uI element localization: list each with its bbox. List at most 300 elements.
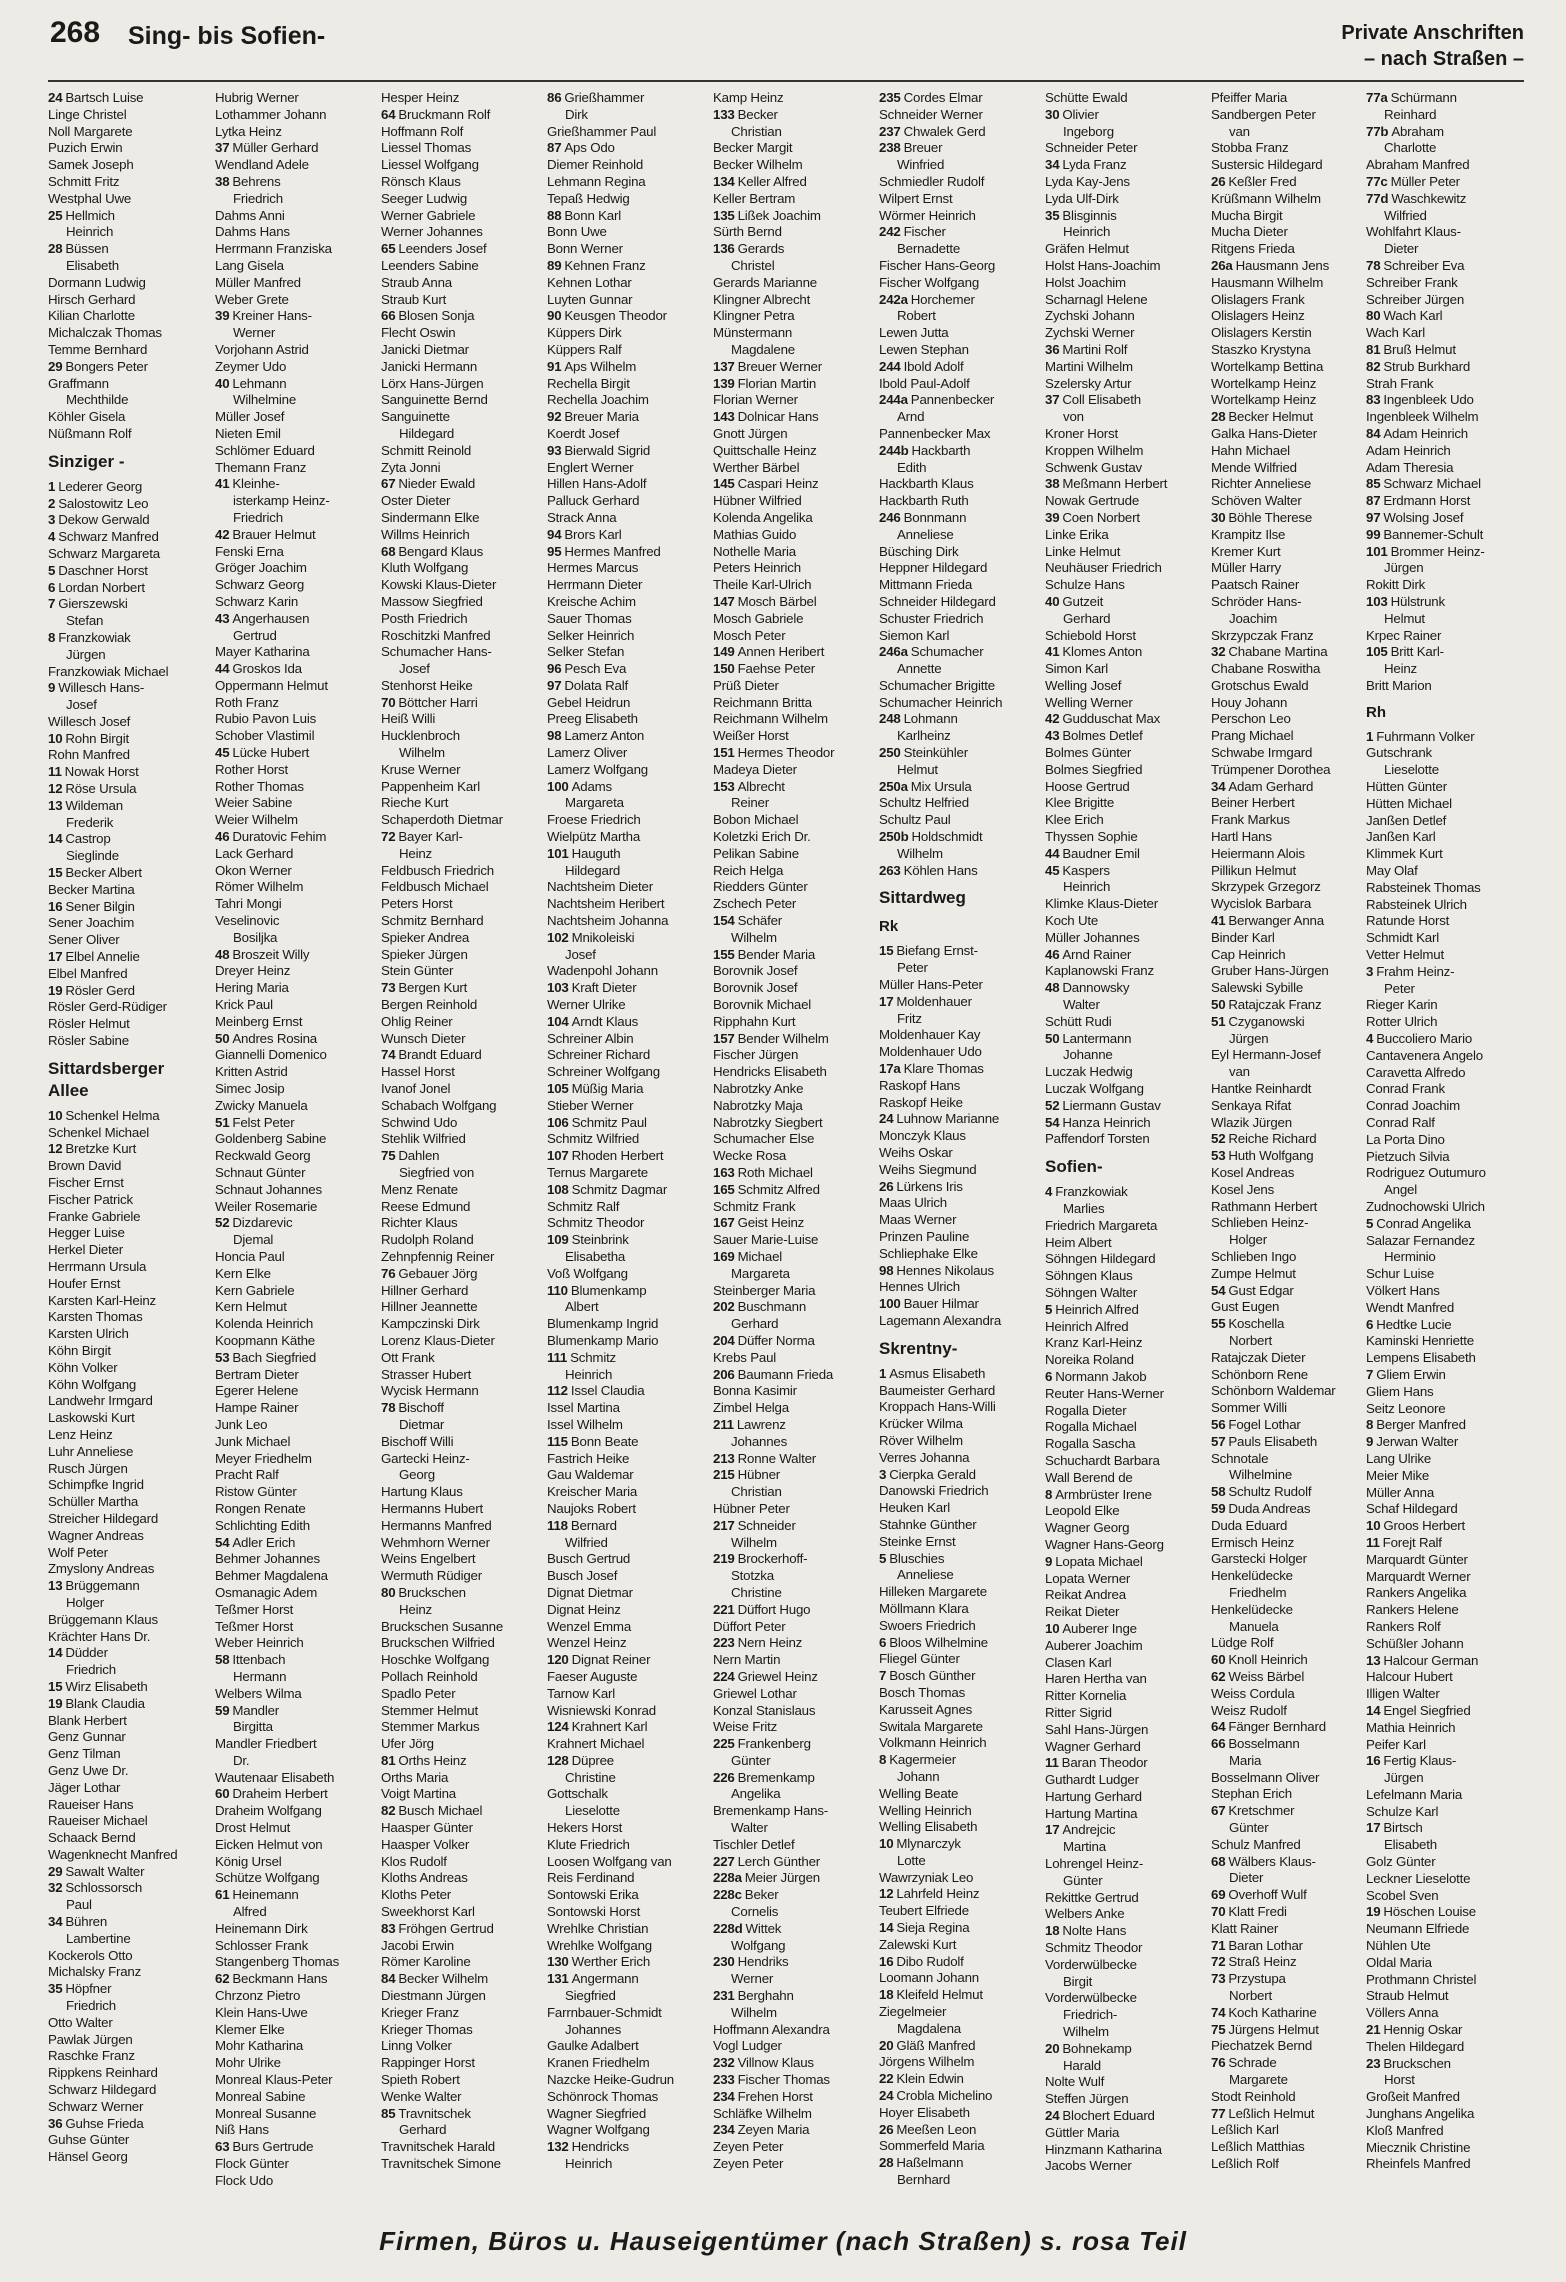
resident-name: Jäger Lothar bbox=[48, 1779, 121, 1795]
house-number: 81 bbox=[381, 1752, 396, 1768]
resident-entry bbox=[1045, 1906, 1203, 1923]
resident-name: Wolsing Josef bbox=[1383, 509, 1464, 525]
resident-entry bbox=[879, 1735, 1037, 1752]
resident-entry bbox=[48, 1360, 206, 1377]
resident-entry bbox=[1366, 1434, 1524, 1451]
resident-entry bbox=[1211, 930, 1369, 947]
resident-entry bbox=[879, 90, 1037, 107]
resident-entry bbox=[547, 863, 705, 880]
resident-entry bbox=[1211, 1635, 1369, 1652]
resident-name: Schumacher Heinrich bbox=[879, 694, 1003, 710]
resident-name: Meeßen Leon bbox=[896, 2121, 977, 2137]
resident-name: Wagner Georg bbox=[1045, 1520, 1130, 1536]
resident-entry bbox=[1045, 2091, 1203, 2108]
resident-name: Cap Heinrich bbox=[1211, 946, 1286, 962]
resident-name: Riedders Günter bbox=[713, 879, 808, 895]
resident-entry bbox=[1045, 443, 1203, 460]
resident-entry bbox=[713, 1786, 871, 1803]
resident-name: Willms Heinrich bbox=[381, 526, 470, 542]
house-number: 250 bbox=[879, 745, 901, 761]
resident-name: Sahl Hans-Jürgen bbox=[1045, 1721, 1149, 1737]
resident-name: Palluck Gerhard bbox=[547, 493, 640, 509]
house-number: 131 bbox=[547, 1971, 569, 1987]
resident-entry bbox=[48, 1578, 206, 1595]
resident-entry bbox=[1366, 1132, 1524, 1149]
resident-name: Leopold Elke bbox=[1045, 1503, 1120, 1519]
resident-name: Hantke Reinhardt bbox=[1211, 1081, 1312, 1097]
resident-entry bbox=[547, 325, 705, 342]
resident-name: Zwicky Manuela bbox=[215, 1097, 308, 1113]
resident-entry bbox=[1211, 1215, 1369, 1232]
resident-name: Bosiljka bbox=[233, 929, 278, 945]
resident-name: Raueiser Michael bbox=[48, 1813, 148, 1829]
resident-entry bbox=[1045, 1419, 1203, 1436]
resident-name: Werner Ulrike bbox=[547, 997, 626, 1013]
resident-name: Werner bbox=[233, 325, 276, 341]
resident-name: Mosch Peter bbox=[713, 627, 786, 643]
resident-entry bbox=[1045, 2158, 1203, 2175]
resident-entry bbox=[713, 1669, 871, 1686]
resident-name: Guhse Frieda bbox=[65, 2115, 144, 2131]
resident-entry bbox=[1211, 1266, 1369, 1283]
resident-name: Heinrich Alfred bbox=[1045, 1318, 1129, 1334]
resident-entry bbox=[879, 1450, 1037, 1467]
resident-entry bbox=[1366, 258, 1524, 275]
house-number: 77 bbox=[1211, 2105, 1226, 2121]
resident-entry bbox=[48, 1293, 206, 1310]
resident-entry bbox=[381, 1098, 539, 1115]
resident-name: Tepaß Hedwig bbox=[547, 190, 630, 206]
resident-entry bbox=[713, 1971, 871, 1988]
resident-name: Wecke Rosa bbox=[713, 1148, 787, 1164]
resident-name: Pauls Elisabeth bbox=[1228, 1433, 1318, 1449]
house-number: 44 bbox=[215, 661, 230, 677]
resident-name: Noll Margarete bbox=[48, 123, 133, 139]
house-number: 54 bbox=[1045, 1114, 1060, 1130]
street-heading: Sinziger - bbox=[48, 451, 125, 471]
resident-name: Nachtsheim Dieter bbox=[547, 879, 653, 895]
resident-name: Wilpert Ernst bbox=[879, 190, 953, 206]
resident-name: Reis Ferdinand bbox=[547, 1870, 635, 1886]
resident-entry bbox=[879, 544, 1037, 561]
resident-name: Wilhelm bbox=[399, 745, 445, 761]
house-number: 34 bbox=[1045, 157, 1060, 173]
resident-entry bbox=[879, 1886, 1037, 1903]
resident-entry bbox=[48, 1410, 206, 1427]
resident-name: Olivier bbox=[1062, 106, 1099, 122]
resident-name: Drost Helmut bbox=[215, 1820, 291, 1836]
resident-name: Oppermann Helmut bbox=[215, 677, 328, 693]
resident-entry bbox=[215, 527, 373, 544]
resident-name: Hendricks Elisabeth bbox=[713, 1064, 827, 1080]
resident-name: Schläfke Wilhelm bbox=[713, 2105, 812, 2121]
resident-name: Marlies bbox=[1063, 1201, 1105, 1216]
resident-entry bbox=[1045, 174, 1203, 191]
resident-name: Heinrich bbox=[565, 2156, 613, 2172]
resident-entry bbox=[879, 174, 1037, 191]
resident-name: Sweekhorst Karl bbox=[381, 1904, 475, 1920]
house-number: 246 bbox=[879, 509, 901, 525]
resident-name: Senkaya Rifat bbox=[1211, 1097, 1292, 1113]
resident-entry bbox=[1045, 2142, 1203, 2159]
house-number: 84 bbox=[1366, 425, 1381, 441]
resident-name: Lefelmann Maria bbox=[1366, 1786, 1463, 1802]
resident-entry bbox=[547, 1081, 705, 1098]
resident-name: Büssen bbox=[65, 241, 109, 257]
resident-name: Monreal Sabine bbox=[215, 2088, 306, 2104]
resident-name: Elbel Manfred bbox=[48, 965, 128, 981]
resident-name: Mix Ursula bbox=[910, 778, 972, 794]
resident-entry bbox=[215, 1467, 373, 1484]
resident-entry bbox=[215, 90, 373, 107]
resident-name: Stodt Reinhold bbox=[1211, 2088, 1296, 2104]
resident-name: Schmitz Wilfried bbox=[547, 1131, 640, 1147]
house-number: 4 bbox=[1366, 1031, 1374, 1047]
resident-entry bbox=[1045, 1487, 1203, 1504]
resident-name: Issel Martina bbox=[547, 1400, 620, 1416]
resident-name: Ratajczak Dieter bbox=[1211, 1349, 1306, 1365]
resident-name: Nabrotzky Maja bbox=[713, 1097, 803, 1113]
house-number: 248 bbox=[879, 711, 901, 727]
resident-name: Chabane Roswitha bbox=[1211, 661, 1321, 677]
resident-entry bbox=[215, 308, 373, 325]
house-number: 66 bbox=[1211, 1736, 1226, 1752]
resident-entry bbox=[1366, 1904, 1524, 1921]
resident-name: Wrehlke Christian bbox=[547, 1920, 649, 1936]
resident-entry bbox=[879, 1416, 1037, 1433]
resident-entry bbox=[381, 1652, 539, 1669]
resident-entry bbox=[48, 1948, 206, 1965]
resident-entry bbox=[879, 695, 1037, 712]
resident-name: Angermann bbox=[571, 1971, 639, 1987]
resident-name: Wohlfahrt Klaus- bbox=[1366, 224, 1461, 240]
resident-name: Gerhard bbox=[1063, 610, 1111, 626]
resident-entry bbox=[1366, 476, 1524, 493]
resident-name: Hillner Gerhard bbox=[381, 1282, 469, 1298]
resident-entry bbox=[1045, 1503, 1203, 1520]
house-number: 97 bbox=[1366, 509, 1381, 525]
resident-name: Wolf Peter bbox=[48, 1544, 108, 1560]
house-number: 28 bbox=[879, 2155, 894, 2171]
house-number: 11 bbox=[1366, 1534, 1380, 1550]
resident-name: Weber Grete bbox=[215, 291, 289, 307]
resident-name: Duda Andreas bbox=[1228, 1500, 1311, 1516]
resident-entry bbox=[713, 1736, 871, 1753]
resident-name: Mosch Bärbel bbox=[737, 593, 817, 609]
resident-name: Teubert Elfriede bbox=[879, 1903, 969, 1919]
resident-name: Hartung Martina bbox=[1045, 1805, 1138, 1821]
resident-entry bbox=[1045, 560, 1203, 577]
resident-name: Breuer Werner bbox=[737, 358, 822, 374]
resident-name: Sener Joachim bbox=[48, 915, 135, 931]
resident-entry bbox=[1366, 880, 1524, 897]
resident-entry bbox=[1366, 1031, 1524, 1048]
house-number: 10 bbox=[48, 730, 63, 746]
resident-name: Pillikun Helmut bbox=[1211, 862, 1296, 878]
resident-name: Heinrich bbox=[1063, 224, 1111, 240]
resident-entry bbox=[713, 1199, 871, 1216]
resident-entry bbox=[547, 1501, 705, 1518]
house-number: 83 bbox=[1366, 392, 1381, 408]
house-number: 42 bbox=[1045, 711, 1060, 727]
resident-name: Chrzonz Pietro bbox=[215, 1988, 301, 2004]
resident-name: Gliem Hans bbox=[1366, 1383, 1434, 1399]
resident-name: Halcour Hubert bbox=[1366, 1669, 1453, 1685]
resident-name: Fogel Lothar bbox=[1228, 1416, 1301, 1432]
resident-name: Werther Bärbel bbox=[713, 459, 800, 475]
resident-name: Honcia Paul bbox=[215, 1248, 285, 1264]
resident-entry bbox=[381, 1014, 539, 1031]
resident-entry bbox=[1045, 275, 1203, 292]
resident-name: Gaulke Adalbert bbox=[547, 2038, 639, 2054]
resident-entry bbox=[1211, 695, 1369, 712]
house-number: 19 bbox=[1366, 1904, 1381, 1920]
resident-name: Strah Frank bbox=[1366, 375, 1434, 391]
resident-name: Lambertine bbox=[66, 1930, 131, 1946]
resident-entry bbox=[215, 980, 373, 997]
resident-entry bbox=[547, 1400, 705, 1417]
resident-entry bbox=[381, 275, 539, 292]
resident-entry bbox=[713, 1400, 871, 1417]
resident-entry bbox=[215, 1232, 373, 1249]
resident-name: Hirsch Gerhard bbox=[48, 291, 136, 307]
resident-entry bbox=[1211, 997, 1369, 1014]
house-number: 84 bbox=[381, 1971, 396, 1987]
resident-entry bbox=[1211, 963, 1369, 980]
resident-entry bbox=[48, 1914, 206, 1931]
resident-entry bbox=[48, 258, 206, 275]
house-number: 42 bbox=[215, 526, 230, 542]
resident-name: Grotschus Ewald bbox=[1211, 677, 1309, 693]
resident-entry bbox=[547, 2122, 705, 2139]
resident-entry bbox=[1045, 1335, 1203, 1352]
resident-name: Breuer Maria bbox=[564, 409, 639, 425]
resident-entry bbox=[713, 879, 871, 896]
resident-name: Marquardt Günter bbox=[1366, 1551, 1468, 1567]
resident-name: Zimbel Helga bbox=[713, 1400, 789, 1416]
resident-entry bbox=[381, 1786, 539, 1803]
resident-name: Bolmes Günter bbox=[1045, 745, 1132, 761]
resident-entry bbox=[1211, 779, 1369, 796]
resident-entry bbox=[713, 2106, 871, 2123]
resident-entry bbox=[1045, 1201, 1203, 1218]
resident-name: Travnitschek Harald bbox=[381, 2139, 495, 2155]
resident-name: Schenkel Helma bbox=[65, 1107, 160, 1123]
house-number: 80 bbox=[1366, 308, 1381, 324]
resident-name: Horst bbox=[1384, 2072, 1415, 2088]
resident-name: Lehmann Regina bbox=[547, 173, 646, 189]
resident-name: May Olaf bbox=[1366, 863, 1418, 879]
resident-name: Luczak Wolfgang bbox=[1045, 1081, 1144, 1097]
resident-entry bbox=[713, 1350, 871, 1367]
resident-entry bbox=[1211, 1031, 1369, 1048]
resident-entry bbox=[215, 2072, 373, 2089]
resident-entry bbox=[215, 863, 373, 880]
resident-entry bbox=[879, 678, 1037, 695]
resident-name: Lamerz Anton bbox=[564, 728, 645, 744]
house-number: 8 bbox=[879, 1752, 887, 1768]
resident-entry bbox=[547, 493, 705, 510]
resident-entry bbox=[713, 812, 871, 829]
resident-name: Bobon Michael bbox=[713, 812, 799, 828]
resident-entry bbox=[1045, 107, 1203, 124]
resident-entry bbox=[1211, 1232, 1369, 1249]
resident-entry bbox=[879, 426, 1037, 443]
resident-name: Prothmann Christel bbox=[1366, 1971, 1477, 1987]
resident-name: Kehnen Franz bbox=[564, 257, 646, 273]
resident-entry bbox=[1211, 2122, 1369, 2139]
resident-entry bbox=[713, 1803, 871, 1820]
resident-name: Magdalene bbox=[731, 341, 795, 357]
resident-entry bbox=[48, 1595, 206, 1612]
resident-entry bbox=[547, 812, 705, 829]
resident-entry bbox=[713, 1535, 871, 1552]
resident-entry bbox=[879, 1229, 1037, 1246]
resident-name: Hekers Horst bbox=[547, 1820, 623, 1836]
resident-entry bbox=[1211, 1870, 1369, 1887]
resident-entry bbox=[1211, 1535, 1369, 1552]
resident-entry bbox=[879, 275, 1037, 292]
resident-name: Kolenda Angelika bbox=[713, 509, 813, 525]
resident-name: Reuter Hans-Werner bbox=[1045, 1385, 1164, 1401]
resident-entry bbox=[1211, 2156, 1369, 2173]
resident-name: Zeymer Udo bbox=[215, 358, 287, 374]
house-number: 120 bbox=[547, 1652, 569, 1668]
house-number: 69 bbox=[1211, 1887, 1226, 1903]
resident-name: Sommer Willi bbox=[1211, 1400, 1287, 1416]
resident-entry bbox=[48, 932, 206, 949]
resident-entry bbox=[879, 1635, 1037, 1652]
resident-entry bbox=[547, 1131, 705, 1148]
house-number: 244a bbox=[879, 392, 908, 408]
resident-entry bbox=[1045, 460, 1203, 477]
resident-entry bbox=[713, 913, 871, 930]
resident-entry bbox=[1366, 2072, 1524, 2089]
resident-entry bbox=[215, 1585, 373, 1602]
resident-name: Straub Kurt bbox=[381, 291, 447, 307]
resident-entry bbox=[879, 1618, 1037, 1635]
resident-entry bbox=[713, 426, 871, 443]
resident-entry bbox=[1366, 1669, 1524, 1686]
house-number: 147 bbox=[713, 593, 735, 609]
resident-name: Lieselotte bbox=[565, 1803, 620, 1819]
resident-name: Ritgens Frieda bbox=[1211, 241, 1295, 257]
resident-name: Binder Karl bbox=[1211, 929, 1275, 945]
resident-name: Janicki Hermann bbox=[381, 358, 478, 374]
resident-entry bbox=[1211, 1820, 1369, 1837]
resident-name: Bertram Dieter bbox=[215, 1366, 299, 1382]
house-number: 105 bbox=[1366, 644, 1388, 660]
resident-entry bbox=[1366, 1182, 1524, 1199]
resident-entry bbox=[215, 460, 373, 477]
resident-name: Müller Peter bbox=[1390, 173, 1460, 189]
house-number: 263 bbox=[879, 862, 901, 878]
resident-entry bbox=[381, 1803, 539, 1820]
resident-name: Schmidt Karl bbox=[1366, 930, 1439, 946]
resident-name: Flock Udo bbox=[215, 2172, 274, 2188]
resident-entry bbox=[48, 915, 206, 932]
resident-name: Rankers Helene bbox=[1366, 1602, 1459, 1618]
resident-entry bbox=[381, 678, 539, 695]
resident-entry bbox=[879, 1970, 1037, 1987]
resident-entry bbox=[1211, 1803, 1369, 1820]
resident-name: Fischer Wolfgang bbox=[879, 274, 980, 290]
resident-name: Flock Günter bbox=[215, 2156, 289, 2172]
resident-entry bbox=[48, 613, 206, 630]
resident-entry bbox=[713, 275, 871, 292]
resident-name: Rohn Birgit bbox=[65, 730, 129, 746]
resident-name: Stefan bbox=[66, 613, 104, 629]
resident-name: Ronne Walter bbox=[737, 1450, 816, 1466]
resident-name: Rabsteinek Ulrich bbox=[1366, 896, 1467, 912]
resident-entry bbox=[215, 208, 373, 225]
resident-name: Hanza Heinrich bbox=[1062, 1114, 1151, 1130]
resident-entry bbox=[48, 1427, 206, 1444]
house-number: 14 bbox=[879, 1920, 894, 1936]
resident-name: Stemmer Helmut bbox=[381, 1702, 478, 1718]
resident-entry bbox=[381, 1954, 539, 1971]
resident-entry bbox=[48, 1444, 206, 1461]
resident-entry bbox=[1211, 1081, 1369, 1098]
resident-name: Szelersky Artur bbox=[1045, 375, 1132, 391]
resident-entry bbox=[713, 409, 871, 426]
resident-entry bbox=[215, 1098, 373, 1115]
resident-entry bbox=[215, 224, 373, 241]
house-number: 8 bbox=[48, 629, 56, 645]
resident-name: Michael bbox=[737, 1248, 783, 1264]
resident-entry bbox=[48, 479, 206, 496]
resident-entry bbox=[547, 1803, 705, 1820]
house-number: 41 bbox=[1211, 913, 1226, 929]
resident-name: Heiermann Alois bbox=[1211, 845, 1305, 861]
resident-entry bbox=[381, 963, 539, 980]
resident-name: Angel bbox=[1384, 1182, 1418, 1198]
resident-name: Borovnik Josef bbox=[713, 980, 798, 996]
resident-entry bbox=[1211, 191, 1369, 208]
resident-name: Hoffmann Rolf bbox=[381, 123, 464, 139]
resident-entry bbox=[215, 846, 373, 863]
resident-name: Blumenkamp Mario bbox=[547, 1332, 659, 1348]
resident-name: Fischer bbox=[903, 224, 946, 240]
resident-entry bbox=[1366, 1384, 1524, 1401]
resident-name: Reichmann Britta bbox=[713, 694, 812, 710]
resident-name: Jürgen bbox=[1384, 560, 1424, 576]
resident-entry bbox=[1045, 846, 1203, 863]
resident-entry bbox=[1366, 1417, 1524, 1434]
resident-name: Willesch Josef bbox=[48, 713, 131, 729]
resident-entry bbox=[381, 661, 539, 678]
resident-name: Köhler Gisela bbox=[48, 409, 126, 425]
resident-name: Ratunde Horst bbox=[1366, 913, 1450, 929]
resident-name: Dahms Anni bbox=[215, 207, 285, 223]
resident-name: Gust Edgar bbox=[1228, 1282, 1294, 1298]
resident-name: Rusch Jürgen bbox=[48, 1460, 128, 1476]
resident-entry bbox=[48, 224, 206, 241]
house-number: 101 bbox=[547, 845, 569, 861]
resident-entry bbox=[1211, 795, 1369, 812]
resident-entry bbox=[713, 1551, 871, 1568]
resident-name: Garstecki Holger bbox=[1211, 1551, 1307, 1567]
house-number: 48 bbox=[1045, 980, 1060, 996]
resident-entry bbox=[1366, 392, 1524, 409]
resident-name: La Porta Dino bbox=[1366, 1131, 1445, 1147]
resident-name: Lieselotte bbox=[1384, 762, 1439, 778]
resident-name: Olislagers Frank bbox=[1211, 291, 1305, 307]
resident-name: Düffer Norma bbox=[737, 1332, 815, 1348]
resident-entry bbox=[547, 1602, 705, 1619]
resident-entry bbox=[713, 191, 871, 208]
resident-entry bbox=[547, 762, 705, 779]
